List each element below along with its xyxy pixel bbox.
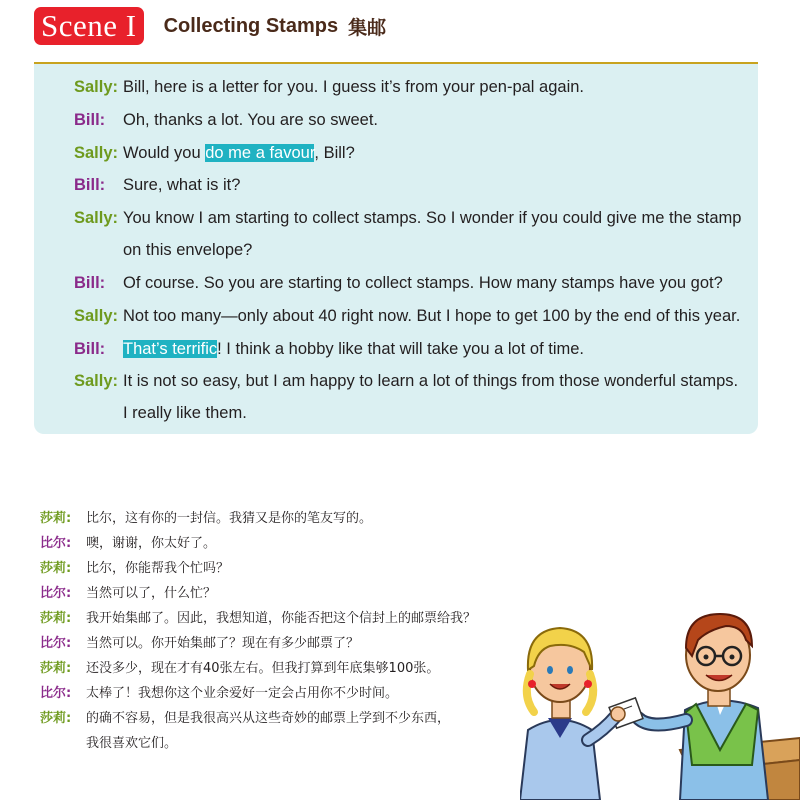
dialog-line: Oh, thanks a lot. You are so sweet.: [123, 111, 378, 129]
speaker-sally: Sally:: [74, 209, 119, 227]
speaker-sally: Sally:: [74, 307, 119, 325]
speaker-sally-zh: 莎莉:: [40, 561, 72, 576]
dialog-line-continued: on this envelope?: [123, 241, 253, 259]
illustration-stamp-exchange: [520, 600, 800, 800]
scene-title-chinese: 集邮: [348, 16, 387, 39]
translation-line: 当然可以了，什么忙？: [86, 586, 217, 601]
boy-illustration: [638, 614, 768, 800]
scene-header: [34, 6, 386, 46]
dialog-line: Bill, here is a letter for you. I guess it’s from your pen-pal again.: [123, 78, 585, 96]
highlighted-phrase: That’s terrific: [123, 340, 218, 358]
translation-line: 还没多少，现在才有40张左右。但我打算到年底集够100张。: [86, 661, 440, 676]
dialog-text: , Bill?: [314, 144, 355, 162]
speaker-sally-zh: 莎莉:: [40, 711, 72, 726]
dialog-line: Not too many—only about 40 right now. But I hope to get 100 by the end of this year.: [123, 307, 741, 325]
translation-line: 我开始集邮了。因此，我想知道，你能否把这个信封上的邮票给我？: [86, 611, 477, 626]
speaker-sally-zh: 莎莉:: [40, 661, 72, 676]
speaker-bill-zh: 比尔:: [40, 636, 72, 651]
speaker-bill: Bill:: [74, 274, 106, 292]
highlighted-phrase: do me a favour: [205, 144, 315, 162]
dialog-line: Of course. So you are starting to collect stamps. How many stamps have you got?: [123, 274, 723, 292]
dialog-line: Sure, what is it?: [123, 176, 241, 194]
dialog-line-continued: I really like them.: [123, 404, 247, 422]
speaker-sally: Sally:: [74, 144, 119, 162]
speaker-bill: Bill:: [74, 176, 106, 194]
translation-line-continued: 我很喜欢它们。: [86, 736, 178, 751]
dialog-line: [123, 144, 355, 163]
scene-title: Collecting Stamps: [163, 14, 339, 37]
dialog-text: Would you: [123, 144, 206, 162]
girl-illustration: [520, 628, 625, 800]
speaker-sally: Sally:: [74, 78, 119, 96]
speaker-bill-zh: 比尔:: [40, 536, 72, 551]
dialog-line: [123, 340, 584, 359]
translation-line: 比尔，你能帮我个忙吗？: [86, 561, 230, 576]
translation-line: 太棒了！我想你这个业余爱好一定会占用你不少时间。: [86, 686, 399, 701]
speaker-bill: Bill:: [74, 111, 106, 129]
translation-line: 比尔，这有你的一封信。我猜又是你的笔友写的。: [86, 511, 373, 526]
scene-badge: Scene I: [34, 7, 144, 45]
translation-line: 噢，谢谢，你太好了。: [86, 536, 217, 551]
speaker-sally-zh: 莎莉:: [40, 611, 72, 626]
speaker-sally: Sally:: [74, 372, 119, 390]
speaker-bill-zh: 比尔:: [40, 586, 72, 601]
dialog-text: ! I think a hobby like that will take you a lot of time.: [217, 340, 584, 358]
speaker-sally-zh: 莎莉:: [40, 511, 72, 526]
speaker-bill: Bill:: [74, 340, 106, 358]
speaker-bill-zh: 比尔:: [40, 686, 72, 701]
translation-line: 的确不容易，但是我很高兴从这些奇妙的邮票上学到不少东西，: [86, 711, 451, 726]
english-dialog-panel: [34, 64, 758, 434]
translation-line: 当然可以。你开始集邮了？现在有多少邮票了？: [86, 636, 360, 651]
dialog-line: It is not so easy, but I am happy to learn a lot of things from those wonderful stamps.: [123, 372, 739, 390]
dialog-line: You know I am starting to collect stamps. So I wonder if you could give me the stamp: [123, 209, 742, 227]
